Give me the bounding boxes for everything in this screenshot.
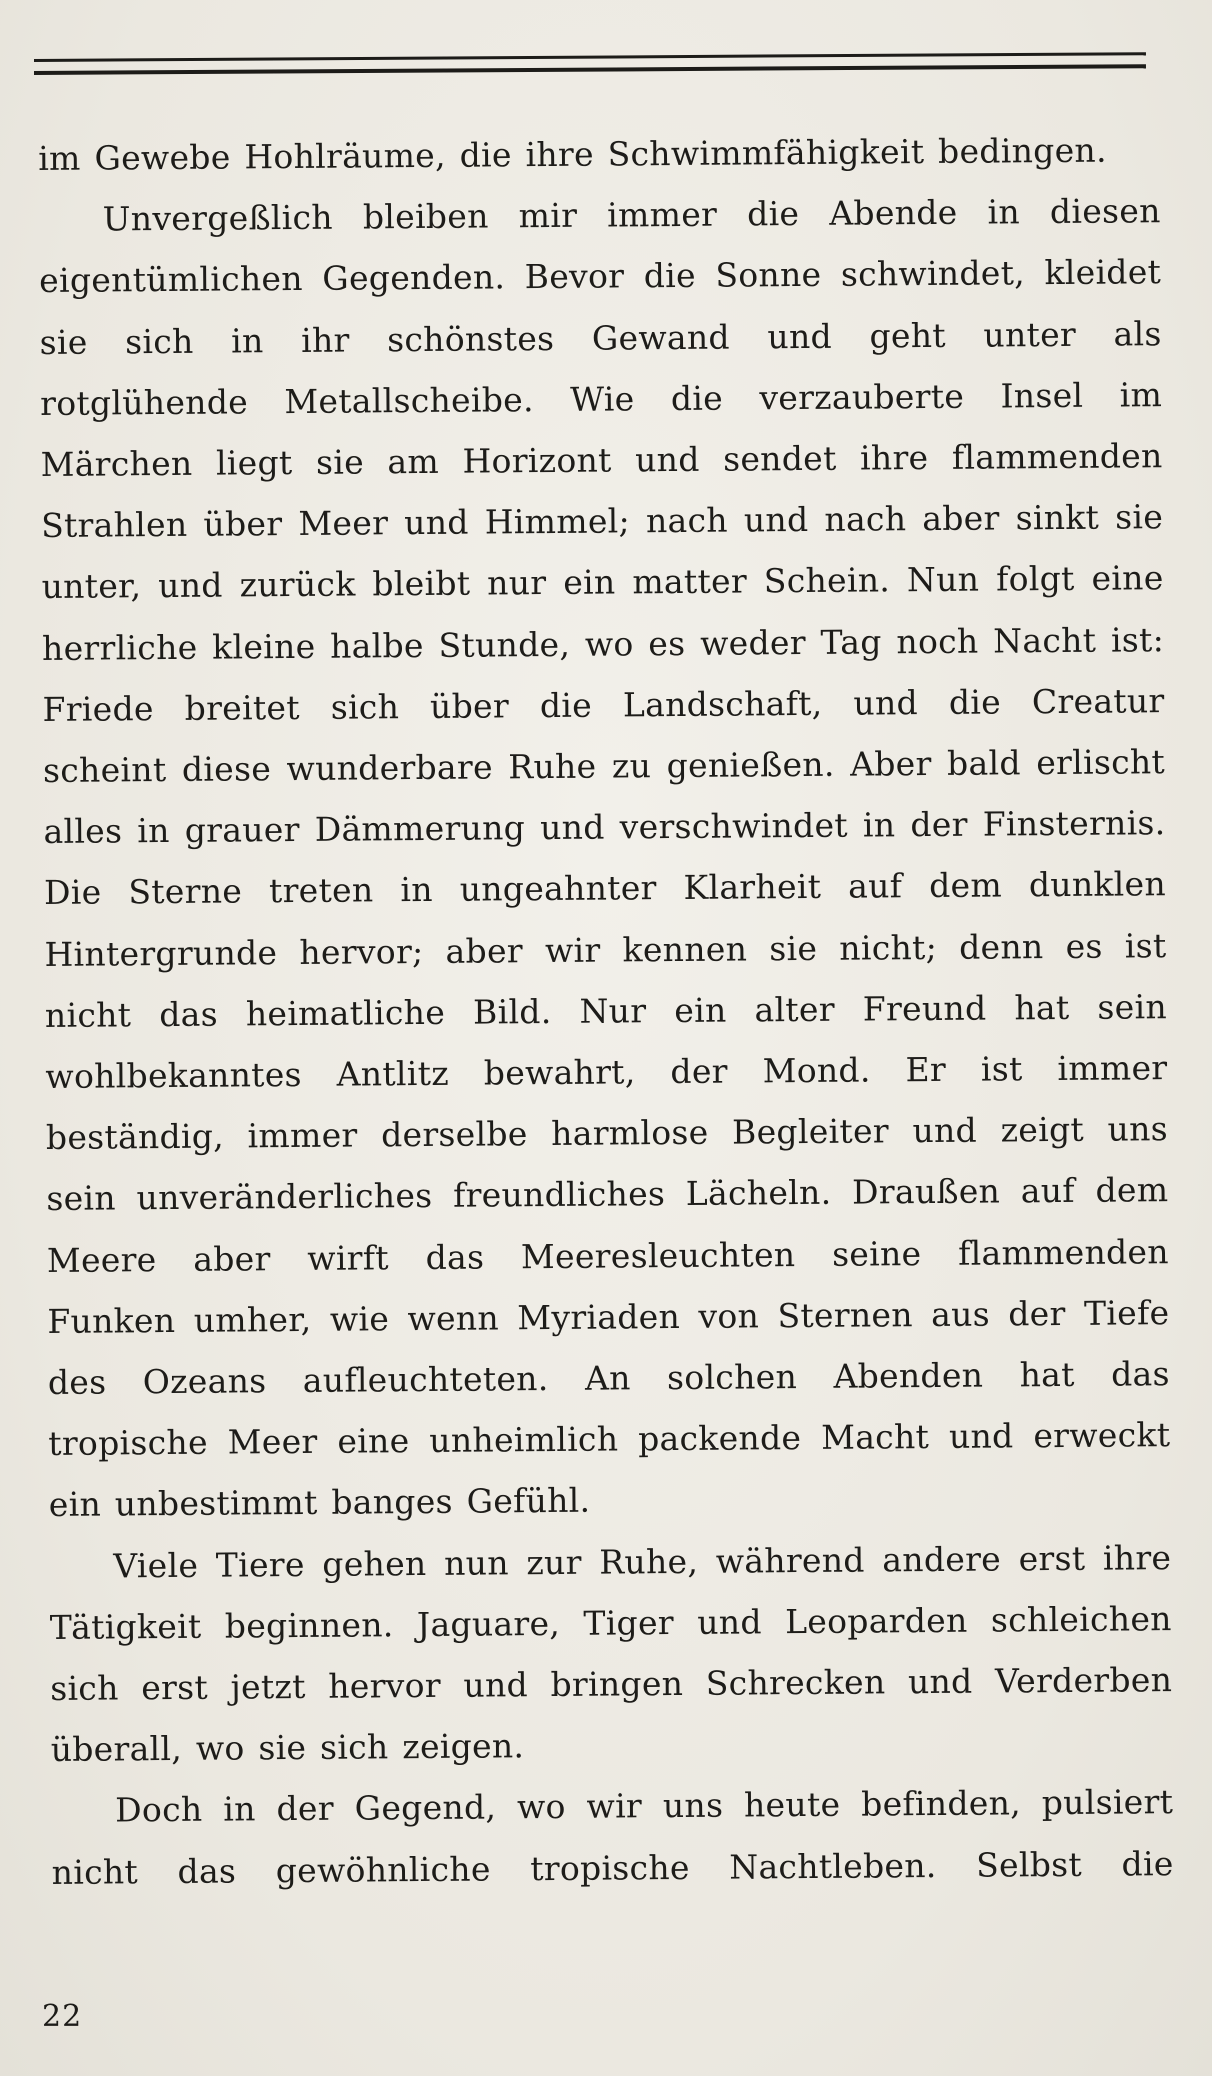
paragraph: im Gewebe Hohlräume, die ihre Schwimmfähigkeit bedingen. [38,130,1107,178]
header-rule-thick [34,64,1146,75]
page-number: 22 [42,1999,83,2034]
body-text [38,119,1174,1903]
header-rule-thin [34,52,1146,62]
paragraph: Doch in der Gegend, wo wir uns heute befinden, pulsiert nicht das gewöhnliche tropische Nachtleben. Selbst die [51,1782,1174,1892]
paragraph: Viele Tiere gehen nun zur Ruhe, während andere erst ihre Tätigkeit beginnen. Jaguare, Tiger und Leoparden schleichen sich erst jetzt hervor und bringen Schrecken und Verderben überall, wo sie sich zeigen. [49,1537,1173,1770]
paragraph: Unvergeßlich bleiben mir immer die Abende in diesen eigentümlichen Gegenden. Bevor die Sonne schwindet, kleidet sie sich in ihr schönstes Gewand und geht unter als rotglühende Metallscheibe. Wie die verzauberte Insel im Märchen liegt sie am Horizont und sendet ihre flammenden Strahlen über Meer und Himmel; nach und nach aber sinkt sie unter, und zurück bleibt nur ein matter Schein. Nun folgt eine herrliche kleine halbe Stunde, wo es weder Tag noch Nacht ist: Friede breitet sich über die Landschaft, und die Creatur scheint diese wunderbare Ruhe zu genießen. Aber bald erlischt alles in grauer Dämmerung und verschwindet in der Finsternis. Die Sterne treten in ungeahnter Klarheit auf dem dunklen Hintergrunde hervor; aber wir kennen sie nicht; denn es ist nicht das heimatliche Bild. Nur ein alter Freund hat sein wohlbekanntes Antlitz bewahrt, der Mond. Er ist immer beständig, immer derselbe harmlose Begleiter und zeigt uns sein unveränderliches freundliches Lächeln. Draußen auf dem Meere aber wirft das Meeresleuchten seine flammenden Funken umher, wie wenn Myriaden von Sternen aus der Tiefe des Ozeans aufleuchteten. An solchen Abenden hat das tropische Meer eine unheimlich packende Macht und erweckt ein unbestimmt banges Gefühl. [39,191,1171,1525]
